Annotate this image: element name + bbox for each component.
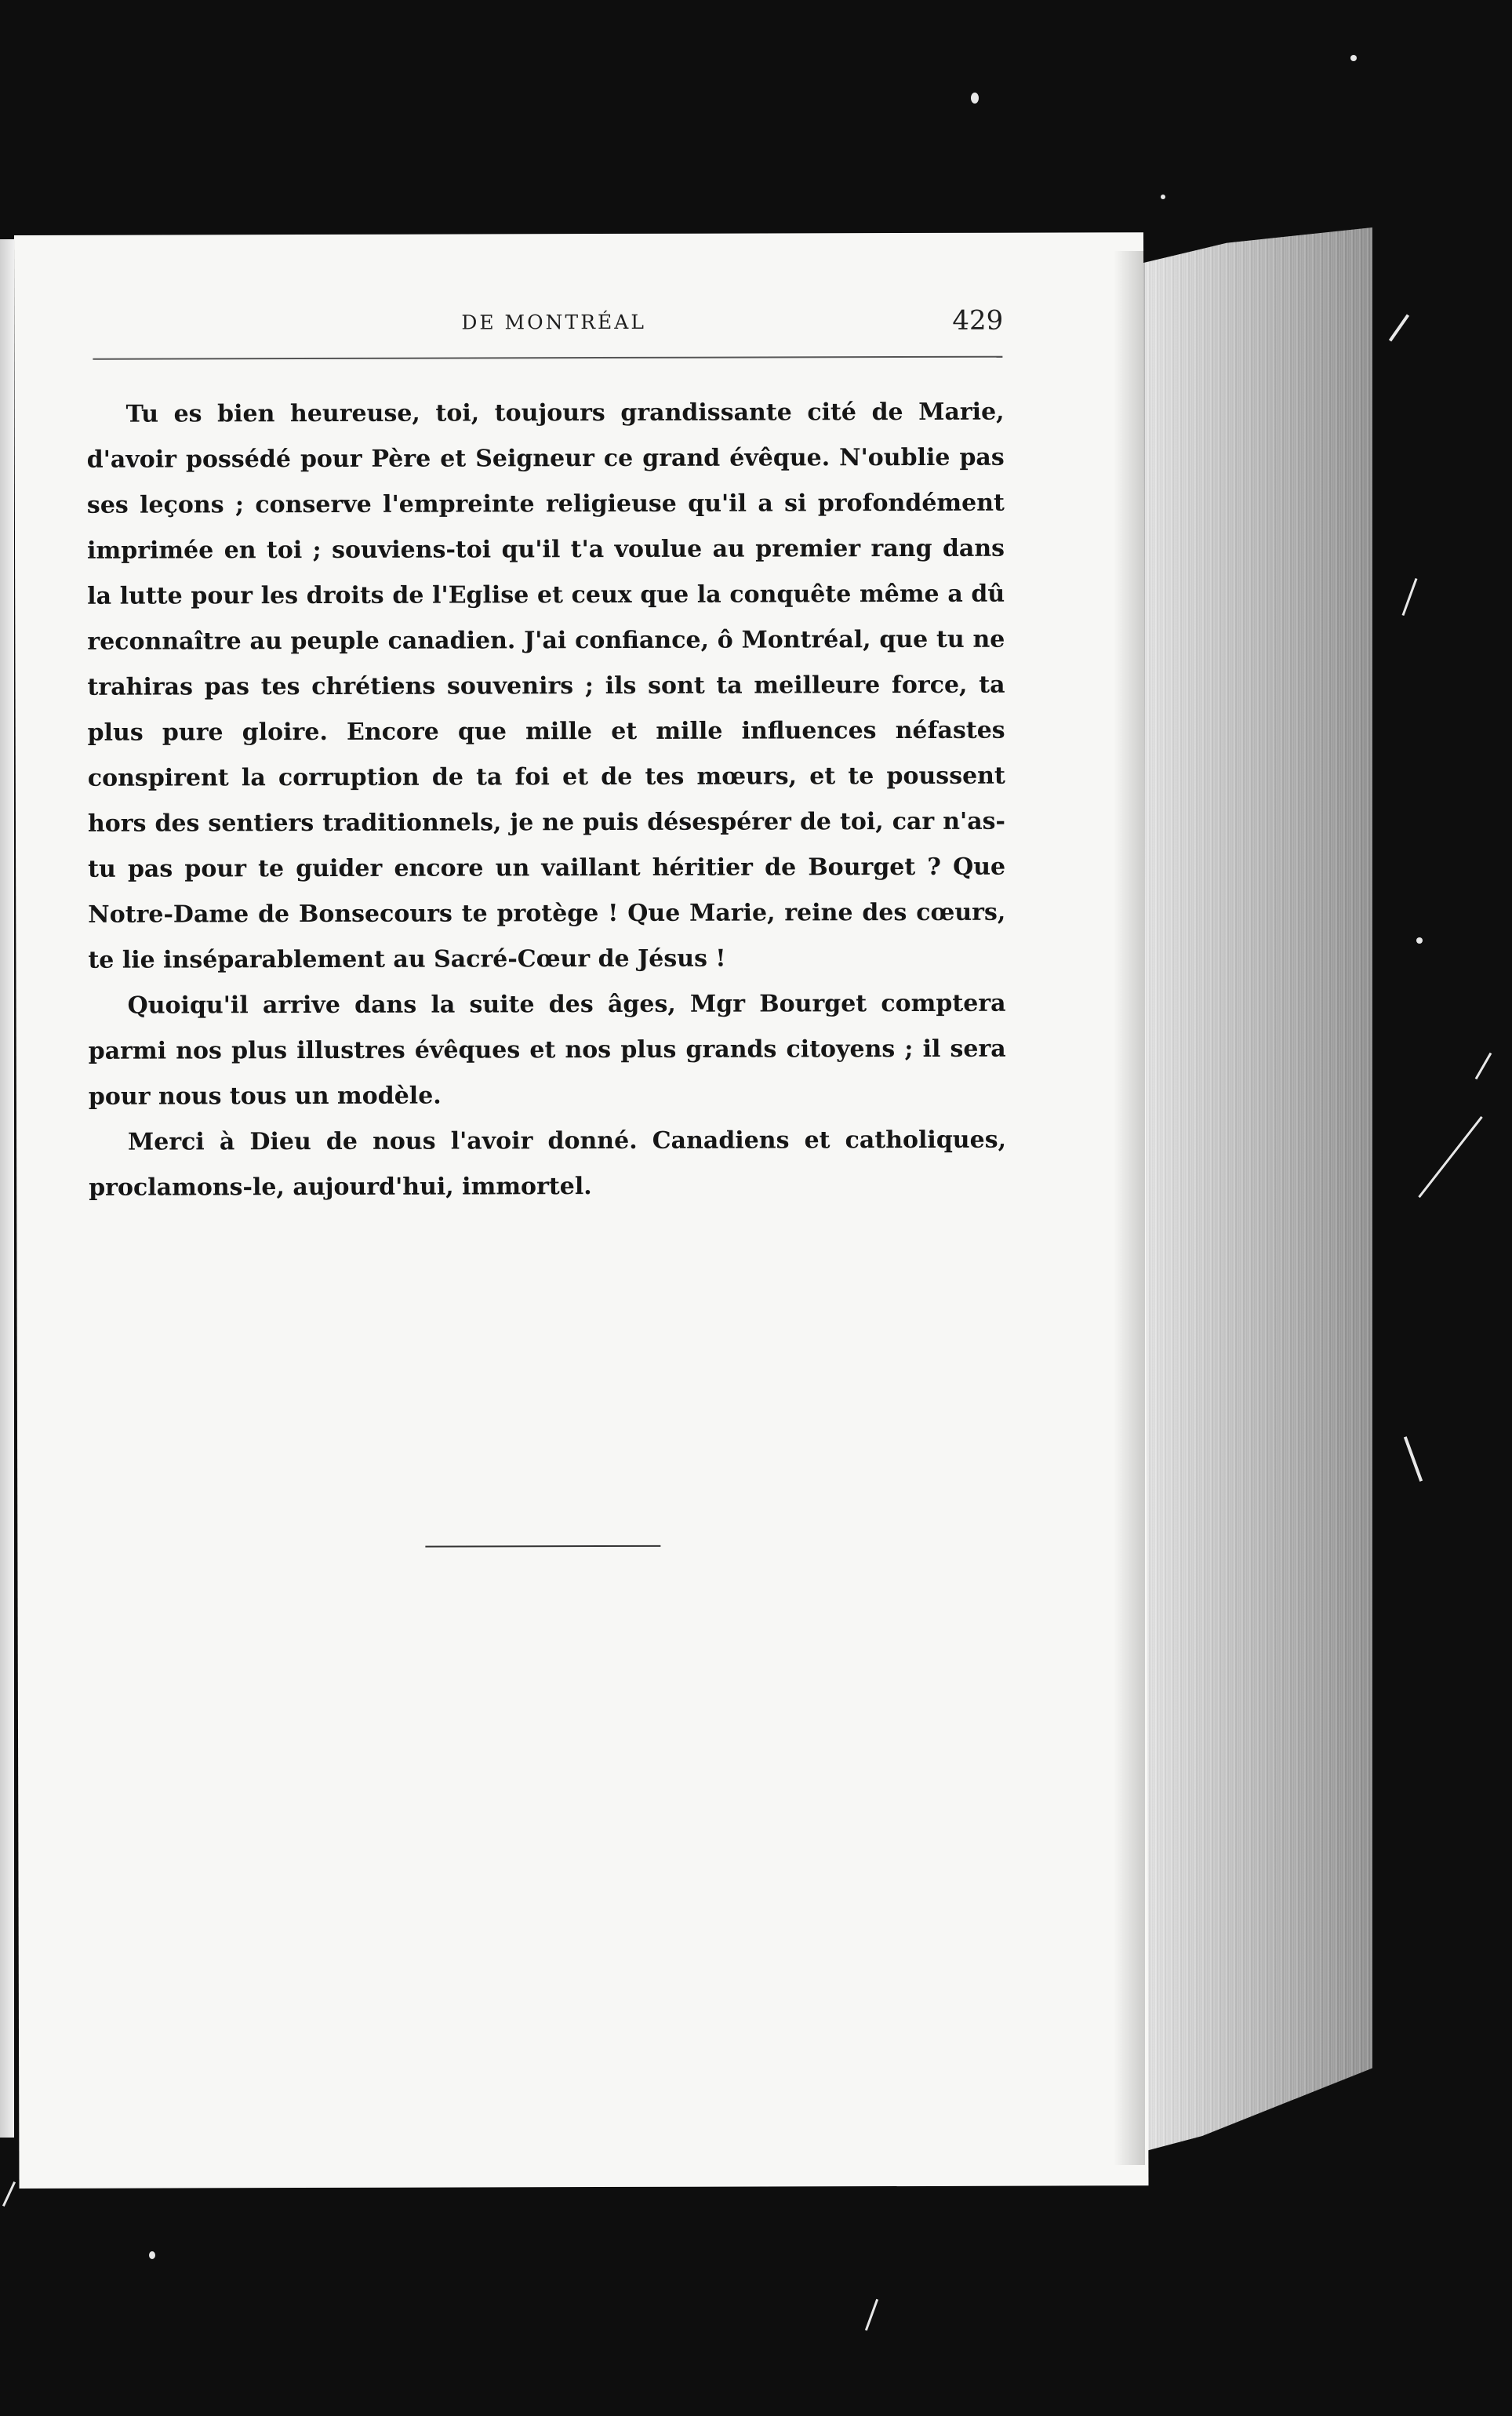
header-rule bbox=[93, 356, 1002, 360]
film-speck bbox=[1350, 55, 1357, 61]
film-speck bbox=[971, 93, 979, 104]
running-head: DE MONTRÉAL bbox=[461, 310, 646, 334]
paragraph: Merci à Dieu de nous l'avoir donné. Canadiens et catholiques, proclamons-le, aujourd'hui, immortel. bbox=[89, 1126, 1007, 1202]
film-speck bbox=[1416, 937, 1423, 944]
film-scratch bbox=[865, 2299, 878, 2330]
film-scratch bbox=[1475, 1053, 1492, 1079]
page-number: 429 bbox=[952, 304, 1004, 337]
closing-rule bbox=[425, 1545, 660, 1548]
film-scratch bbox=[1404, 1436, 1423, 1482]
book-page bbox=[14, 232, 1149, 2189]
film-scratch bbox=[1418, 1116, 1482, 1198]
body-text bbox=[87, 390, 1007, 1211]
film-scratch bbox=[1389, 314, 1409, 341]
film-speck bbox=[149, 2251, 155, 2259]
film-scratch bbox=[2, 2181, 16, 2207]
book-page-edges bbox=[1129, 227, 1372, 2165]
paragraph: Tu es bien heureuse, toi, toujours grandissante cité de Marie, d'avoir possédé pour Père et Seigneur ce grand évêque. N'oublie pas ses leçons ; conserve l'empreinte religieuse qu'il a si profondément imprimée en toi ; souviens-toi qu'il t'a voulue au premier rang dans la lutte pour les droits de l'Eglise et ceux que la conquête même a dû reconnaître au peuple canadien. J'ai confiance, ô Montréal, que tu ne trahiras pas tes chrétiens souvenirs ; ils sont ta meilleure force, ta plus pure gloire. Encore que mille et mille influences néfastes conspirent la corruption de ta foi et de tes mœurs, et te poussent hors des sentiers traditionnels, je ne puis désespérer de toi, car n'as-tu pas pour te guider encore un vaillant héritier de Bourget ? Que Notre-Dame de Bonsecours te protège ! Que Marie, reine des cœurs, te lie inséparablement au Sacré-Cœur de Jésus ! bbox=[86, 398, 1006, 974]
paragraph: Quoiqu'il arrive dans la suite des âges, Mgr Bourget comptera parmi nos plus illustres évêques et nos plus grands citoyens ; il sera pour nous tous un modèle. bbox=[88, 989, 1006, 1111]
facing-page-edge bbox=[0, 239, 14, 2138]
film-speck bbox=[1161, 195, 1165, 199]
film-scratch bbox=[1402, 578, 1418, 616]
page-gutter-shadow bbox=[1114, 251, 1145, 2165]
